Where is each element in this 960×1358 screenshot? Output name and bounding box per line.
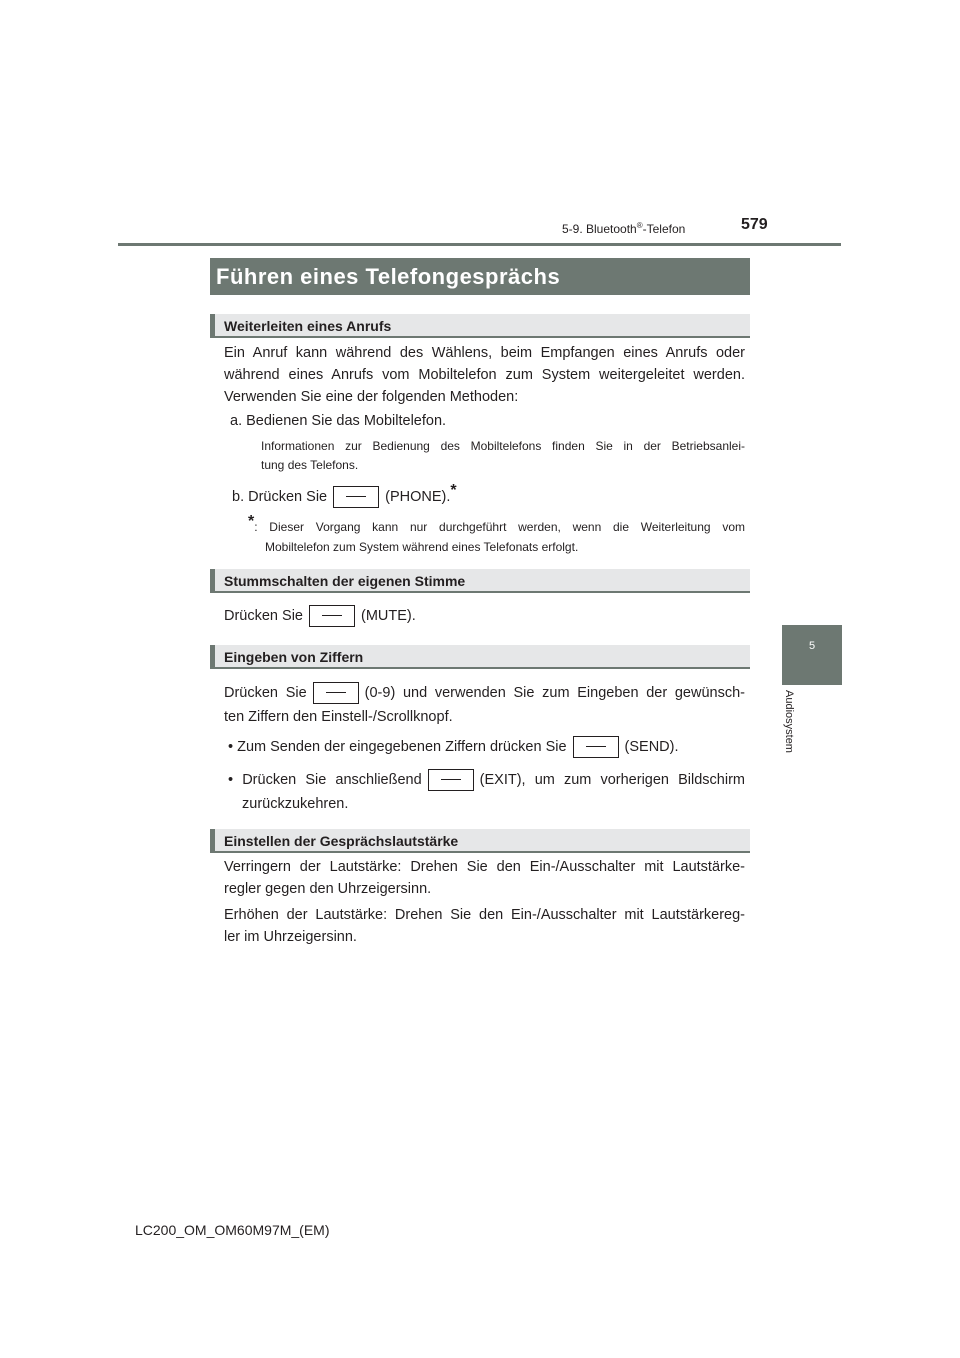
main-heading: Führen eines Telefongesprächs (210, 258, 750, 295)
chapter-label: Audiosystem (783, 690, 795, 753)
volume-increase-line2: ler im Uhrzeigersinn. (224, 929, 357, 945)
heading-digits: Eingeben von Ziffern (210, 645, 750, 669)
header-rule (118, 243, 841, 246)
page-number: 579 (741, 216, 768, 233)
forward-item-a-note-line1: Informationen zur Bedienung des Mobiltelefons finden Sie in der Betriebsanlei- (261, 439, 745, 453)
digits-line1: Drücken Sie (0-9) und verwenden Sie zum Eingeben der gewünsch- (224, 682, 745, 704)
mute-button-icon (309, 605, 355, 627)
document-code: LC200_OM_OM60M97M_(EM) (135, 1222, 330, 1238)
forward-item-a: a. Bedienen Sie das Mobiltelefon. (230, 413, 447, 429)
asterisk-mark: * (450, 482, 457, 500)
exit-button-icon (428, 769, 474, 791)
forward-item-a-note-line2: tung des Telefons. (261, 458, 359, 472)
phone-button-icon (333, 486, 379, 508)
section-reference: 5-9. Bluetooth®-Telefon (562, 221, 686, 236)
forward-intro: Ein Anruf kann während des Wählens, beim Empfangen eines Anrufs oder während eines Anrufs vom Mobiltelefon zum System weitergeleitet werden. Verwenden Sie eine der folgenden Methoden: (224, 345, 745, 405)
forward-footnote-line2: Mobiltelefon zum System während eines Telefonats erfolgt. (265, 540, 579, 554)
forward-footnote-line1: *: Dieser Vorgang kann nur durchgeführt werden, wenn die Weiterleitung vom (248, 513, 745, 534)
digits-line2: ten Ziffern den Einstell-/Scrollknopf. (224, 709, 453, 725)
heading-mute: Stummschalten der eigenen Stimme (210, 569, 750, 593)
volume-increase-line1: Erhöhen der Lautstärke: Drehen Sie den Ein-/Ausschalter mit Lautstärkereg- (224, 907, 745, 923)
chapter-number: 5 (808, 640, 816, 652)
digits-bullet-exit-line2: zurückzukehren. (242, 796, 349, 812)
volume-decrease-line2: regler gegen den Uhrzeigersinn. (224, 881, 432, 897)
digits-bullet-send: • Zum Senden der eingegebenen Ziffern drücken Sie (SEND). (228, 736, 749, 758)
volume-decrease-line1: Verringern der Lautstärke: Drehen Sie den Ein-/Ausschalter mit Lautstärke- (224, 859, 745, 875)
forward-item-b: b. Drücken Sie (PHONE).* (232, 486, 753, 508)
digits-bullet-exit: • Drücken Sie anschließend (EXIT), um zum vorherigen Bildschirm (228, 769, 745, 791)
digit-button-icon (313, 682, 359, 704)
heading-volume: Einstellen der Gesprächslautstärke (210, 829, 750, 853)
send-button-icon (573, 736, 619, 758)
heading-forward-call: Weiterleiten eines Anrufs (210, 314, 750, 338)
mute-text: Drücken Sie (MUTE). (224, 605, 745, 627)
chapter-tab (782, 625, 842, 685)
